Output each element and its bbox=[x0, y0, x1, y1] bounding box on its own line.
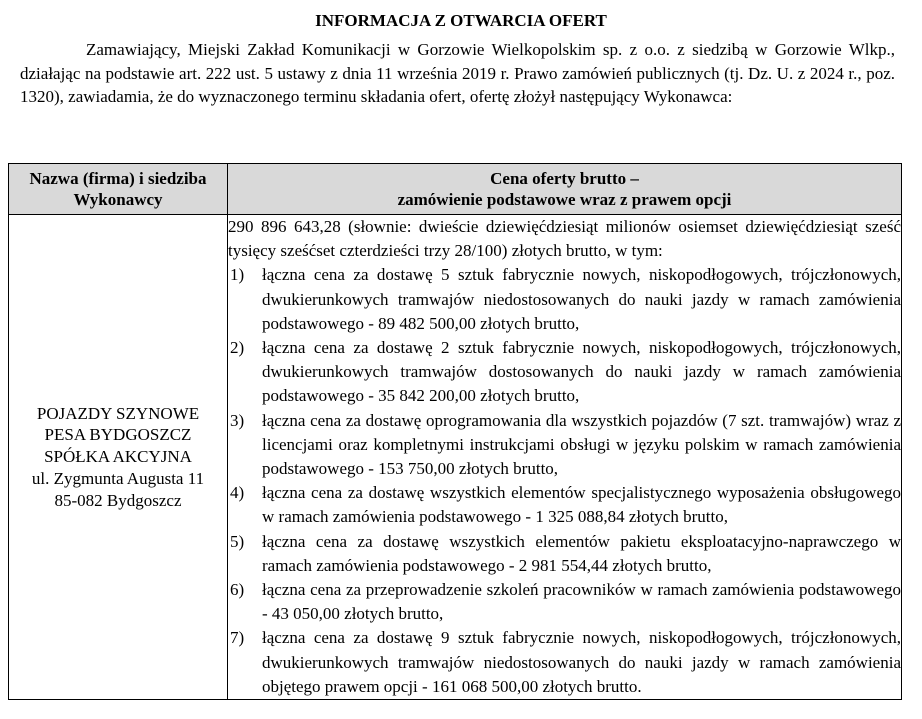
list-item bbox=[228, 578, 901, 626]
list-item bbox=[228, 409, 901, 482]
contractor-cell bbox=[9, 215, 228, 700]
item-number: 7) bbox=[230, 628, 245, 648]
item-number: 3) bbox=[230, 410, 245, 430]
item-text: łączna cena za przeprowadzenie szkoleń pracowników w ramach zamówienia podstawowego - 43 050,00 złotych brutto, bbox=[262, 580, 901, 624]
table-header-row bbox=[9, 164, 902, 215]
list-item bbox=[228, 263, 901, 336]
item-number: 5) bbox=[230, 531, 245, 551]
offers-table bbox=[8, 163, 902, 700]
header-price bbox=[228, 164, 902, 215]
contractor-address-street: ul. Zygmunta Augusta 11 bbox=[31, 468, 205, 488]
intro-paragraph: Zamawiający, Miejski Zakład Komunikacji w Gorzowie Wielkopolskim sp. z o.o. z siedzibą w Gorzowie Wlkp., działając na podstawie art. 222 ust. 5 ustawy z dnia 11 września 2019 r. Prawo zamówień publicznych (tj. Dz. U. z 2024 r., poz. 1320), zawiadamia, że do wyznaczonego terminu składania ofert, ofertę złożył następujący Wykonawca: bbox=[20, 40, 895, 107]
list-item bbox=[228, 481, 901, 529]
item-number: 6) bbox=[230, 580, 245, 600]
price-items-list bbox=[228, 263, 901, 699]
item-text: łączna cena za dostawę oprogramowania dla wszystkich pojazdów (7 szt. tramwajów) wraz z licencjami oraz kompletnymi instrukcjami obsługi w języku polskim w ramach zamówienia podstawowego - 153 750,00 złotych brutto, bbox=[262, 410, 901, 479]
item-text: łączna cena za dostawę wszystkich elementów specjalistycznego wyposażenia obsługowego w ramach zamówienia podstawowego - 1 325 088,84 złotych brutto, bbox=[262, 483, 901, 527]
list-item bbox=[228, 530, 901, 578]
header-contractor-line2: Wykonawcy bbox=[73, 190, 163, 209]
item-number: 4) bbox=[230, 483, 245, 503]
document-title: INFORMACJA Z OTWARCIA OFERT bbox=[315, 11, 607, 30]
header-price-line1: Cena oferty brutto – bbox=[490, 169, 639, 188]
contractor-address-city: 85-082 Bydgoszcz bbox=[54, 490, 182, 510]
item-number: 2) bbox=[230, 338, 245, 358]
price-details-cell bbox=[228, 215, 902, 700]
contractor-name-line3: SPÓŁKA AKCYJNA bbox=[44, 447, 192, 467]
total-price: 290 896 643,28 (słownie: dwieście dziewięćdziesiąt milionów osiemset dziewięćdziesiąt sześć tysięcy sześćset czterdzieści trzy 28/100) złotych brutto, w tym: bbox=[228, 217, 901, 261]
contractor-name-line2: PESA BYDGOSZCZ bbox=[44, 425, 192, 445]
item-text: łączna cena za dostawę wszystkich elementów pakietu eksploatacyjno-naprawczego w ramach zamówienia podstawowego - 2 981 554,44 złotych brutto, bbox=[262, 531, 901, 575]
item-text: łączna cena za dostawę 5 sztuk fabrycznie nowych, niskopodłogowych, trójczłonowych, dwukierunkowych tramwajów niedostosowanych do nauki jazdy w ramach zamówienia podstawowego - 89 482 500,00 złotych brutto, bbox=[262, 265, 901, 333]
list-item bbox=[228, 336, 901, 409]
list-item bbox=[228, 626, 901, 699]
header-contractor bbox=[9, 164, 228, 215]
header-price-line2: zamówienie podstawowe wraz z prawem opcji bbox=[397, 190, 732, 209]
item-text: łączna cena za dostawę 9 sztuk fabrycznie nowych, niskopodłogowych, trójczłonowych, dwukierunkowych tramwajów niedostosowanych do nauki jazdy w ramach zamówienia objętego prawem opcji - 161 068 500,00 złotych brutto. bbox=[262, 628, 901, 696]
contractor-name-line1: POJAZDY SZYNOWE bbox=[36, 403, 200, 423]
item-number: 1) bbox=[230, 265, 245, 285]
item-text: łączna cena za dostawę 2 sztuk fabrycznie nowych, niskopodłogowych, trójczłonowych, dwukierunkowych tramwajów dostosowanych do nauki jazdy w ramach zamówienia podstawowego - 35 842 200,00 złotych brutto, bbox=[262, 338, 901, 406]
table-row bbox=[9, 215, 902, 700]
header-contractor-line1: Nazwa (firma) i siedziba bbox=[29, 169, 207, 188]
